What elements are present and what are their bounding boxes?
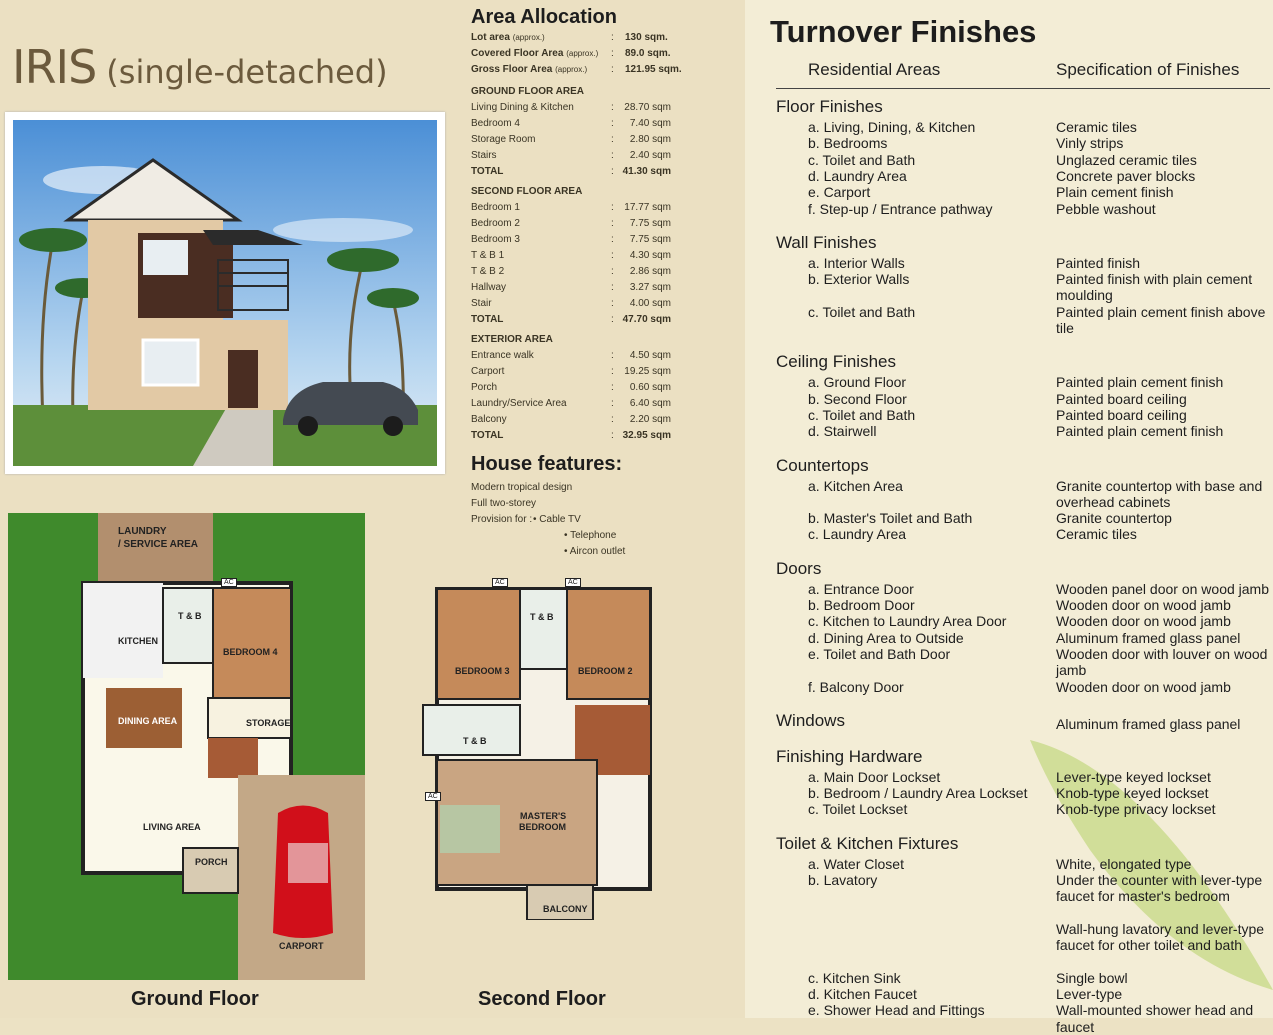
finish-spec: Single bowl [1056, 969, 1128, 986]
area-value: 19.25 sqm [624, 366, 671, 377]
finish-spec: Lever-type [1056, 986, 1123, 1003]
separator: : [611, 298, 614, 309]
finish-spec: Wooden door on wood jamb [1056, 597, 1231, 613]
finish-item: c. Laundry Area [808, 526, 907, 543]
room-label: T & B [530, 612, 554, 622]
finish-item: e. Toilet and Bath Door [808, 645, 951, 662]
finish-spec: Wall-hung lavatory and lever-type faucet for other toilet and bath [1056, 920, 1265, 954]
finish-item: a. Entrance Door [808, 580, 914, 597]
separator: : [611, 218, 614, 229]
finish-item: d. Dining Area to Outside [808, 629, 964, 646]
finish-item: a. Ground Floor [808, 374, 907, 391]
finish-spec: Painted plain cement finish [1056, 374, 1224, 391]
finish-item: c. Kitchen to Laundry Area Door [808, 613, 1007, 630]
finish-category: Windows [776, 710, 845, 730]
area-label: Bedroom 1 [471, 202, 520, 213]
finish-item: d. Kitchen Faucet [808, 986, 917, 1003]
model-title [12, 40, 388, 94]
finish-item: b. Lavatory [808, 872, 878, 888]
finish-item: f. Balcony Door [808, 678, 904, 695]
finish-item: a. Main Door Lockset [808, 768, 941, 785]
separator: : [611, 150, 614, 161]
finish-spec: Ceramic tiles [1056, 119, 1137, 135]
approx-note: (approx.) [566, 49, 599, 58]
separator: : [611, 282, 614, 293]
ac-marker: AC [425, 792, 441, 801]
separator: : [611, 48, 614, 59]
finish-item: c. Toilet Lockset [808, 801, 908, 818]
area-value: 2.86 sqm [629, 266, 671, 277]
room-label: CARPORT [279, 941, 324, 951]
separator: : [611, 118, 614, 129]
finish-spec: Aluminum framed glass panel [1056, 715, 1241, 732]
finish-spec: Vinly strips [1056, 135, 1124, 152]
area-value: 3.27 sqm [629, 282, 671, 293]
finish-category: Ceiling Finishes [776, 352, 896, 372]
finish-item: a. Interior Walls [808, 254, 905, 271]
approx-note: (approx.) [555, 65, 588, 74]
area-label: TOTAL [471, 166, 504, 177]
finish-spec: Painted plain cement finish above tile [1056, 303, 1266, 336]
finish-item: b. Bedroom / Laundry Area Lockset [808, 785, 1028, 802]
area-label: Storage Room [471, 134, 536, 145]
model-type: (single-detached) [106, 53, 388, 91]
area-value: 17.77 sqm [624, 202, 671, 213]
finish-spec: Knob-type keyed lockset [1056, 785, 1209, 802]
area-label: Stairs [471, 150, 497, 161]
separator: : [611, 414, 614, 425]
room-label: T & B [178, 611, 202, 621]
finish-spec: Painted plain cement finish [1056, 423, 1224, 440]
group-heading: SECOND FLOOR AREA [471, 186, 583, 197]
finish-spec: Plain cement finish [1056, 184, 1174, 201]
feature-line: Modern tropical design [471, 482, 573, 493]
ground-floor-caption: Ground Floor [131, 988, 259, 1010]
finish-category: Wall Finishes [776, 232, 877, 252]
room-label: BEDROOM [519, 822, 566, 832]
area-label: Bedroom 4 [471, 118, 520, 129]
area-value: 7.75 sqm [629, 218, 671, 229]
finish-spec: Unglazed ceramic tiles [1056, 151, 1197, 168]
room-label: STORAGE [246, 718, 291, 728]
finish-item: f. Step-up / Entrance pathway [808, 200, 993, 217]
finish-spec: Ceramic tiles [1056, 526, 1137, 543]
area-label: Balcony [471, 414, 507, 425]
house-rendering [5, 112, 445, 474]
separator: : [611, 134, 614, 145]
area-value: 6.40 sqm [629, 398, 671, 409]
finish-item: a. Kitchen Area [808, 477, 903, 494]
finish-category: Toilet & Kitchen Fixtures [776, 833, 959, 853]
area-value: 4.00 sqm [629, 298, 671, 309]
summary-value: 130 sqm. [625, 32, 668, 43]
finish-item: b. Bedrooms [808, 135, 888, 152]
finish-item: a. Water Closet [808, 855, 904, 872]
finish-item: b. Master's Toilet and Bath [808, 510, 973, 527]
finish-item: e. Carport [808, 184, 871, 201]
separator: : [611, 366, 614, 377]
finish-spec: Concrete paver blocks [1056, 167, 1196, 184]
finish-spec: Painted finish with plain cement moulding [1056, 271, 1253, 304]
ac-marker: AC [221, 578, 237, 587]
model-name: IRIS [12, 40, 97, 94]
room-label: BALCONY [543, 904, 588, 914]
room-label: BEDROOM 3 [455, 666, 510, 676]
room-label: DINING AREA [118, 716, 178, 726]
finish-spec: Painted finish [1056, 254, 1141, 271]
finish-item: b. Exterior Walls [808, 271, 910, 288]
area-value: 2.40 sqm [629, 150, 671, 161]
separator: : [611, 398, 614, 409]
finish-item: c. Toilet and Bath [808, 303, 916, 320]
finish-spec: Pebble washout [1056, 200, 1156, 217]
summary-value: 89.0 sqm. [625, 48, 671, 59]
area-label: Hallway [471, 282, 507, 293]
finish-spec: White, elongated type [1056, 855, 1192, 872]
house-illustration [13, 120, 437, 466]
finish-spec: Lever-type keyed lockset [1056, 768, 1211, 785]
finish-spec: Granite countertop [1056, 510, 1172, 527]
turnover-finishes-title: Turnover Finishes [770, 14, 1037, 49]
ac-marker: AC [492, 578, 508, 587]
room-label: LAUNDRY [118, 526, 167, 537]
finish-spec: Under the counter with lever-type faucet for master's bedroom [1056, 872, 1263, 905]
separator: : [611, 32, 614, 43]
finish-spec: Aluminum framed glass panel [1056, 629, 1241, 646]
area-label: T & B 1 [471, 250, 505, 261]
finish-spec: Painted board ceiling [1056, 390, 1187, 407]
separator: : [611, 166, 614, 177]
area-allocation-table [471, 32, 711, 452]
finish-item: c. Kitchen Sink [808, 969, 901, 986]
room-label: LIVING AREA [143, 822, 201, 832]
ac-marker: AC [565, 578, 581, 587]
finish-item: c. Toilet and Bath [808, 151, 916, 168]
room-label: T & B [463, 736, 487, 746]
second-floor-drawing [420, 575, 652, 920]
house-features-heading: House features: [471, 453, 623, 475]
area-value: 28.70 sqm [624, 102, 671, 113]
area-label: Entrance walk [471, 350, 534, 361]
finish-item: e. Shower Head and Fittings [808, 1002, 985, 1019]
area-label: Living Dining & Kitchen [471, 102, 574, 113]
finish-category: Countertops [776, 455, 869, 475]
area-value: 7.75 sqm [629, 234, 671, 245]
area-value: 2.20 sqm [629, 414, 671, 425]
finish-spec: Knob-type privacy lockset [1056, 801, 1216, 818]
feature-line: Full two-storey [471, 498, 537, 509]
separator: : [611, 64, 614, 75]
finish-spec: Wooden door with louver on wood jamb [1056, 645, 1268, 679]
finish-item: a. Living, Dining, & Kitchen [808, 119, 976, 135]
finish-spec: Wall-mounted shower head and faucet [1056, 1002, 1254, 1035]
separator: : [611, 314, 614, 325]
separator: : [611, 202, 614, 213]
area-value: 0.60 sqm [629, 382, 671, 393]
separator: : [611, 266, 614, 277]
approx-note: (approx.) [512, 33, 545, 42]
separator: : [611, 250, 614, 261]
finish-item: b. Bedroom Door [808, 597, 915, 613]
finish-item: b. Second Floor [808, 390, 907, 407]
group-heading: GROUND FLOOR AREA [471, 86, 584, 97]
separator: : [611, 102, 614, 113]
area-allocation-heading: Area Allocation [471, 6, 617, 28]
area-value: 7.40 sqm [629, 118, 671, 129]
area-label: Stair [471, 298, 492, 309]
area-value: 4.30 sqm [629, 250, 671, 261]
ground-floor-plan [8, 513, 365, 980]
area-value: 4.50 sqm [629, 350, 671, 361]
area-label: Carport [471, 366, 505, 377]
area-label: Bedroom 2 [471, 218, 520, 229]
finish-spec: Painted board ceiling [1056, 406, 1187, 423]
column-header-specs: Specification of Finishes [1056, 60, 1240, 79]
area-label: Porch [471, 382, 498, 393]
finish-spec: Wooden door on wood jamb [1056, 613, 1231, 630]
group-heading: EXTERIOR AREA [471, 334, 553, 345]
finish-item: c. Toilet and Bath [808, 406, 916, 423]
area-value: 2.80 sqm [629, 134, 671, 145]
summary-label: Covered Floor Area (approx.) [471, 48, 599, 59]
summary-label: Lot area (approx.) [471, 32, 545, 43]
provision-item: • Telephone [564, 530, 617, 541]
separator: : [611, 430, 614, 441]
area-value: 41.30 sqm [622, 166, 671, 177]
summary-label: Gross Floor Area (approx.) [471, 64, 588, 75]
area-value: 32.95 sqm [622, 430, 671, 441]
finishes-list [776, 0, 1273, 1035]
room-label: PORCH [195, 857, 228, 867]
separator: : [611, 234, 614, 245]
ground-floor-drawing [8, 513, 365, 980]
finish-category: Doors [776, 558, 822, 578]
house-features-list [471, 482, 625, 562]
separator: : [611, 350, 614, 361]
finish-item: d. Laundry Area [808, 167, 907, 184]
provision-item: • Aircon outlet [564, 546, 626, 557]
provision-item: • Cable TV [533, 514, 581, 525]
area-label: T & B 2 [471, 266, 505, 277]
separator: : [611, 382, 614, 393]
finish-category: Finishing Hardware [776, 746, 923, 766]
column-header-areas: Residential Areas [808, 60, 941, 79]
area-value: 47.70 sqm [622, 314, 671, 325]
finish-spec: Granite countertop with base and overhead cabinets [1056, 477, 1263, 510]
finish-item: d. Stairwell [808, 423, 877, 440]
area-label: TOTAL [471, 430, 504, 441]
summary-value: 121.95 sqm. [625, 64, 682, 75]
second-floor-caption: Second Floor [478, 988, 606, 1010]
finish-category: Floor Finishes [776, 97, 883, 116]
finish-spec: Wooden panel door on wood jamb [1056, 580, 1270, 597]
room-label: KITCHEN [118, 636, 158, 646]
area-label: TOTAL [471, 314, 504, 325]
second-floor-plan [420, 575, 652, 920]
room-label: BEDROOM 2 [578, 666, 633, 676]
provision-label: Provision for : [471, 514, 533, 525]
area-label: Laundry/Service Area [471, 398, 567, 409]
room-label: BEDROOM 4 [223, 647, 278, 657]
area-label: Bedroom 3 [471, 234, 520, 245]
finish-spec: Wooden door on wood jamb [1056, 678, 1231, 695]
room-label: MASTER'S [520, 811, 567, 821]
room-label: / SERVICE AREA [118, 539, 199, 550]
